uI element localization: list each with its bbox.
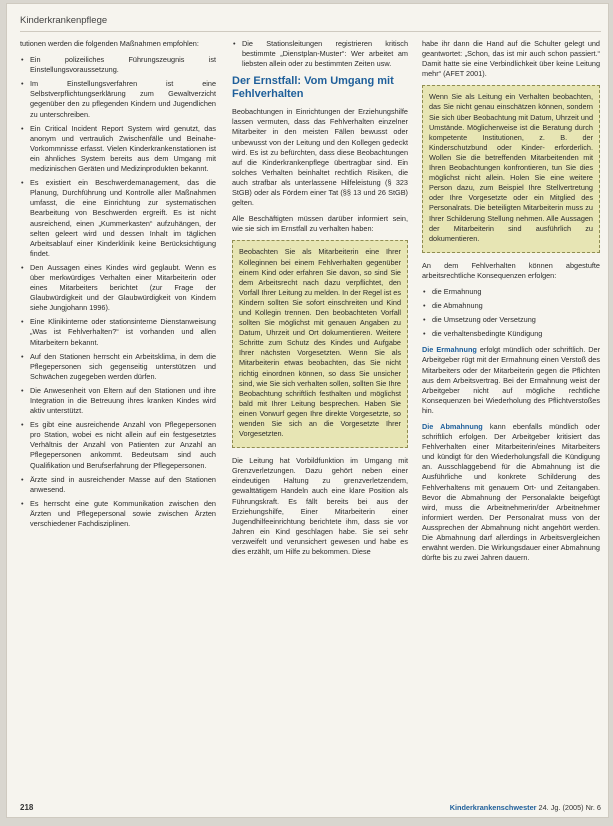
list-item: • Ein polizeiliches Führungszeugnis ist Einstellungsvoraussetzung. — [30, 55, 216, 75]
section-label: Kinderkrankenpflege — [20, 14, 108, 26]
list-item: • Es gibt eine ausreichende Anzahl von Pflegepersonen pro Station, wobei es nicht allein auf ein festgesetztes Verhältnis der Anzahl von Patienten zur Anzahl an Pflegepersonen ankommt. Bedeutsam sind auch Qualifikation und Berufserfahrung der Pflegepersonen. — [30, 420, 216, 470]
column-2 — [232, 39, 408, 563]
section-heading: Der Ernstfall: Vom Umgang mit Fehlverhalten — [232, 75, 394, 101]
info-box-text: Wenn Sie als Leitung ein Verhalten beobachten, das Sie nicht genau einschätzen können, sondern Sie sich über Beobachtung mit Datum, Uhrzeit und Umstände. Möglicherweise ist die Beratung durch kompetente Institutionen, z. B. der Kinderschutzbund oder Kinder- erforderlich. Wollen Sie die betreffenden Mitarbeitenden mit Ihren Beobachtungen konfrontieren, tun Sie dies möglichst nicht allein. Holen Sie eine weitere Person dazu, zum Beispiel Ihre Stellvertretung oder Ihre Vorgesetzte oder ein Mitglied des Personalrats. Die beteiligten Mitarbeiterin muss zu Ihrer Schilderung Stellung nehmen. Alle Aussagen der Mitarbeiterin sind ausführlich zu dokumentieren. — [429, 92, 593, 243]
page-number: 218 — [20, 802, 34, 812]
journal-issue: 24. Jg. (2005) Nr. 6 — [538, 802, 601, 812]
list-item: • Ein Critical Incident Report System wird genutzt, das anonym und vertraulich Zwischenfälle und Beinahe-Vorkommnisse erfasst. Vielen Kinderkrankenstationen ist ein ähnliches System bereits aus dem Umgang mit medizinischen Geräten und Medizinprodukten bekannt. — [30, 124, 216, 174]
col3-paragraph-1: habe ihr dann die Hand auf die Schulter gelegt und geantwortet: „Schon, das ist mir auch schon passiert.“ Damit hatte sie eine Verbindlichkeit über keine Leitung mehr“ (AFET 2001). — [422, 39, 600, 79]
column-3 — [422, 39, 600, 569]
info-box-text: Beobachten Sie als Mitarbeiterin eine Ihrer Kolleginnen bei einem Fehlverhalten gegenüber einem Kind oder erfahren Sie davon, so sind Sie dem Arbeitsrecht nach dazu verpflichtet, den Vorfall Ihrer Leitung zu melden. In der Regel ist es Kindern sollten Sie sofort einschreiten und Kind und Kollegin trennen. Den beobachteten Vorfall sollten Sie möglichst mit genauen Angaben zu Datum, Uhrzeit und Ort dokumentieren. Weitere Schritte zum Schutz des Kindes und Aufgabe Ihrer nächsten Vorgesetzten. Wenn Sie als Mitarbeiterin etwas beobachten, das Sie nicht richtig einordnen können, so dass Sie unsicher sind, wie Sie sich verhalten sollen, sollten Sie Ihre Beobachtung schriftlich festhalten und möglichst bald mit Ihrer Leitung besprechen. Haben Sie einen Vorwurf gegen Ihre direkte Vorgesetzte, so wenden Sie sich an die Vorgesetzte Ihrer Vorgesetzten. — [239, 247, 401, 439]
abmahnung-text: kann ebenfalls mündlich oder schriftlich erfolgen. Der Arbeitgeber kritisiert das Fehlverhalten einer Mitarbeiterin/eines Mitarbeiters und kündigt für den Wiederholungsfall die Kündigung an. Ausschlaggebend für die Abmahnung ist die Ausführliche und konkrete Schilderung des Fehlverhaltens mit genauem Ort- und Zeitangaben. Bevor die Abmahnung der Personalakte beigefügt wird, muss die Arbeitnehmerin/der Arbeitnehmer informiert werden. Der Personalrat muss von der Aussprechen der Abmahnung nicht angehört werden. Die Abmahnung darf allerdings in Arbeitsvergleichen erwähnt werden. Die Wirkungsdauer einer Abmahnung dürfte bis zu zwei Jahren dauern. — [422, 422, 601, 563]
ermahnung-term: Die Ermahnung — [422, 345, 477, 355]
list-item: • Ärzte sind in ausreichender Masse auf den Stationen anwesend. — [30, 475, 216, 495]
column-1 — [20, 39, 216, 535]
document-page — [6, 3, 609, 818]
info-box-employees — [232, 240, 408, 448]
list-item: • die Abmahnung — [432, 301, 600, 311]
ermahnung-paragraph — [422, 345, 600, 416]
list-item: • Auf den Stationen herrscht ein Arbeitsklima, in dem die Pflegepersonen sich gegenseitig unterstützen und Schwächen zugegeben werden dürfen. — [30, 352, 216, 382]
list-item: • Es existiert ein Beschwerdemanagement, das die Planung, Durchführung und Kontrolle aller Maßnahmen umfasst, die eine Einrichtung zur systematischen Bearbeitung von Beschwerden ergreift. Es ist nicht ausreichend, einen „Kummerkasten“ aufzuhängen, der selten geleert wird und dessen Inhalt im täglichen Arbeitsablauf einer Kinderklinik keine Berücksichtigung findet. — [30, 178, 216, 259]
list-item: • Die Anwesenheit von Eltern auf den Stationen und ihre Integration in die Betreuung ihres kranken Kindes wird aktiv unterstützt. — [30, 386, 216, 416]
col2-paragraph-3: Die Leitung hat Vorbildfunktion im Umgang mit Grenzverletzungen. Dazu gehört neben einer eindeutigen Haltung zu grenzverletzendem, gewalttätigem Handeln auch eine klare Position als Führungskraft. Es fällt bereits bei aus der Erziehungshilfe, Einer Mitarbeiterin einer Jugendhilfeeinrichtung berichtete ihm, dass sie vor Jahren ein Kind geschlagen habe. Sie sei sehr verzweifelt und verunsichert gewesen und habe es dies erzählt, um Hilfe zu bekommen. Diese — [232, 456, 408, 557]
list-item: • die Umsetzung oder Versetzung — [432, 315, 600, 325]
ermahnung-text: erfolgt mündlich oder schriftlich. Der Arbeitgeber rügt mit der Ermahnung einen Verstoß des Mitarbeiters oder der Mitarbeiterin gegen die Pflichten aus dem Arbeitsvertrag. Bei der Ermahnung weist der Arbeitgeber nicht auf mögliche rechtliche Konsequenzen bei Wiederholung des Pflichtverstoßes hin. — [422, 345, 601, 415]
col3-paragraph-2: An dem Fehlverhalten können abgestufte arbeitsrechtliche Konsequenzen erfolgen: — [422, 260, 600, 280]
list-item: • Im Einstellungsverfahren ist eine Selbstverpflichtungserklärung zum Gewaltverzicht gegenüber den zu pflegenden Kindern und Jugendlichen zu unterschreiben. — [30, 79, 216, 119]
col2-paragraph-2: Alle Beschäftigten müssen darüber informiert sein, wie sie sich im Ernstfall zu verhalten haben: — [232, 214, 408, 234]
consequences-list — [422, 287, 600, 339]
list-item: • die Ermahnung — [432, 287, 600, 297]
journal-reference — [450, 803, 601, 812]
list-item: • die verhaltensbedingte Kündigung — [432, 329, 600, 339]
journal-name: Kinderkrankenschwester — [449, 802, 537, 812]
list-item: • Den Aussagen eines Kindes wird geglaubt. Wenn es über merkwürdiges Verhalten einer Mitarbeiterin oder eines Mitarbeiters berichtet (zur Frage der Glaubwürdigkeit und der Glaubwürdigkeit von Kindern siehe Jungjohann 1996). — [30, 263, 216, 313]
abmahnung-term: Die Abmahnung — [422, 422, 483, 431]
abmahnung-paragraph — [422, 422, 600, 563]
list-item: • Die Stationsleitungen registrieren kritisch bestimmte „Dienstplan-Muster“: Wer arbeitet am liebsten allein oder zu bestimmten Zeiten usw. — [242, 39, 408, 69]
info-box-leaders — [422, 85, 600, 252]
col1-bullet-list — [20, 55, 216, 529]
page-footer — [20, 800, 601, 814]
col2-bullet-list — [232, 39, 408, 69]
list-item: • Es herrscht eine gute Kommunikation zwischen den Ärzten und Pflegepersonal sowie zwischen Ärzten verschiedener Fachdisziplinen. — [30, 499, 216, 529]
running-header — [20, 9, 601, 32]
list-item: • Eine Klinikinterne oder stationsinterne Dienstanweisung „Was ist Fehlverhalten?“ ist vorhanden und allen Mitarbeitern bekannt. — [30, 317, 216, 347]
col2-paragraph-1: Beobachtungen in Einrichtungen der Erziehungshilfe lassen vermuten, dass das Fehlverhalten einzelner Mitarbeiter in den meisten Fällen bewusst oder unbewusst von der Leitung und den Kollegen gedeckt wird. Es ist zu befürchten, dass diese Beobachtungen auf die Kinderkrankenpflege übertragbar sind. Ein solches Verhalten beinhaltet rechtlich Risiken, die auch strafbar als unterlassene Hilfeleistung (§ 323 StGB) oder als Fördern einer Tat (§§ 13 und 26 StGB) gelten. — [232, 107, 408, 208]
col1-intro: tutionen werden die folgenden Maßnahmen empfohlen: — [20, 39, 199, 48]
